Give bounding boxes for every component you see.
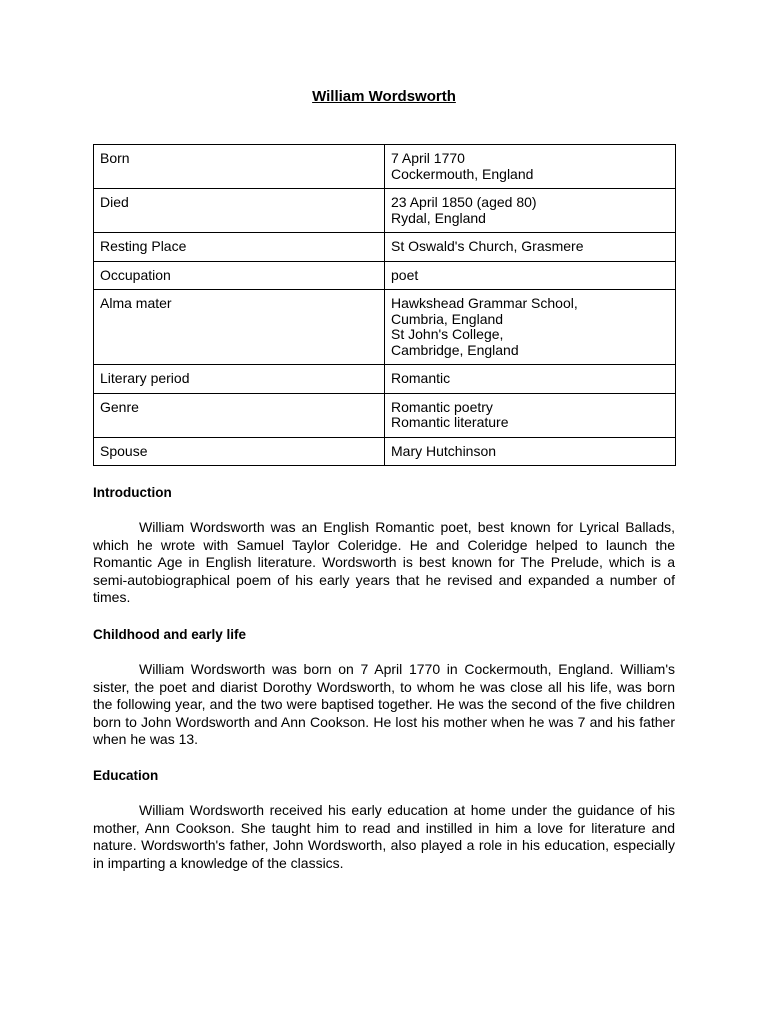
row-value	[385, 145, 676, 189]
table-row	[94, 393, 676, 437]
section-introduction	[93, 484, 675, 607]
table-row	[94, 290, 676, 365]
row-value	[385, 290, 676, 365]
row-value-line: Rydal, England	[391, 209, 486, 226]
row-value	[385, 189, 676, 233]
row-value	[385, 393, 676, 437]
section-heading: Childhood and early life	[93, 627, 247, 642]
row-label: Literary period	[94, 365, 385, 394]
info-table	[93, 144, 676, 466]
row-value-line: Hawkshead Grammar School,	[391, 295, 578, 311]
row-label: Genre	[94, 393, 385, 437]
table-row	[94, 145, 676, 189]
section-paragraph: William Wordsworth was born on 7 April 1770 in Cockermouth, England. William's sister, the poet and diarist Dorothy Wordsworth, to whom he was close all his life, was born the following year, and the two were baptised together. He was the second of the five children born to John Wordsworth and Ann Cookson. He lost his mother when he was 7 and his father when he was 13.	[93, 661, 675, 747]
row-value-line: Mary Hutchinson	[391, 442, 497, 459]
row-value-line: 23 April 1850 (aged 80)	[391, 194, 537, 210]
section-childhood	[93, 626, 675, 749]
row-label: Occupation	[94, 261, 385, 290]
row-value-line: Cambridge, England	[391, 341, 519, 358]
row-value	[385, 437, 676, 466]
row-value-line: Romantic poetry	[391, 398, 493, 415]
row-value	[385, 261, 676, 290]
row-value-line: 7 April 1770	[391, 150, 465, 166]
section-paragraph: William Wordsworth received his early education at home under the guidance of his mother, Ann Cookson. She taught him to read and instilled in him a love for literature and nature. Wordsworth's father, John Wordsworth, also played a role in his education, especially in imparting a knowledge of the classics.	[93, 802, 675, 871]
row-label: Died	[94, 189, 385, 233]
table-row	[94, 261, 676, 290]
section-education	[93, 767, 675, 872]
row-value-line: Romantic literature	[391, 414, 509, 430]
section-heading: Education	[93, 768, 159, 783]
section-heading: Introduction	[93, 485, 172, 500]
table-row	[94, 365, 676, 394]
row-value	[385, 233, 676, 262]
row-value-line: Cockermouth, England	[391, 165, 534, 182]
row-value	[385, 365, 676, 394]
row-label: Resting Place	[94, 233, 385, 262]
row-value-line: poet	[391, 266, 419, 283]
row-label: Alma mater	[94, 290, 385, 365]
row-value-line: Romantic	[391, 370, 451, 386]
table-row	[94, 233, 676, 262]
section-paragraph: William Wordsworth was an English Romantic poet, best known for Lyrical Ballads, which he wrote with Samuel Taylor Coleridge. He and Coleridge helped to launch the Romantic Age in English literature. Wordsworth is best known for The Prelude, which is a semi-autobiographical poem of his early years that he revised and expanded a number of times.	[93, 519, 675, 605]
table-row	[94, 189, 676, 233]
row-value-line: St John's College,	[391, 326, 504, 342]
row-value-line: Cumbria, England	[391, 310, 504, 327]
row-label: Born	[94, 145, 385, 189]
table-row	[94, 437, 676, 466]
row-value-line: St Oswald's Church, Grasmere	[391, 238, 584, 254]
row-label: Spouse	[94, 437, 385, 466]
document-title: William Wordsworth	[312, 88, 456, 105]
